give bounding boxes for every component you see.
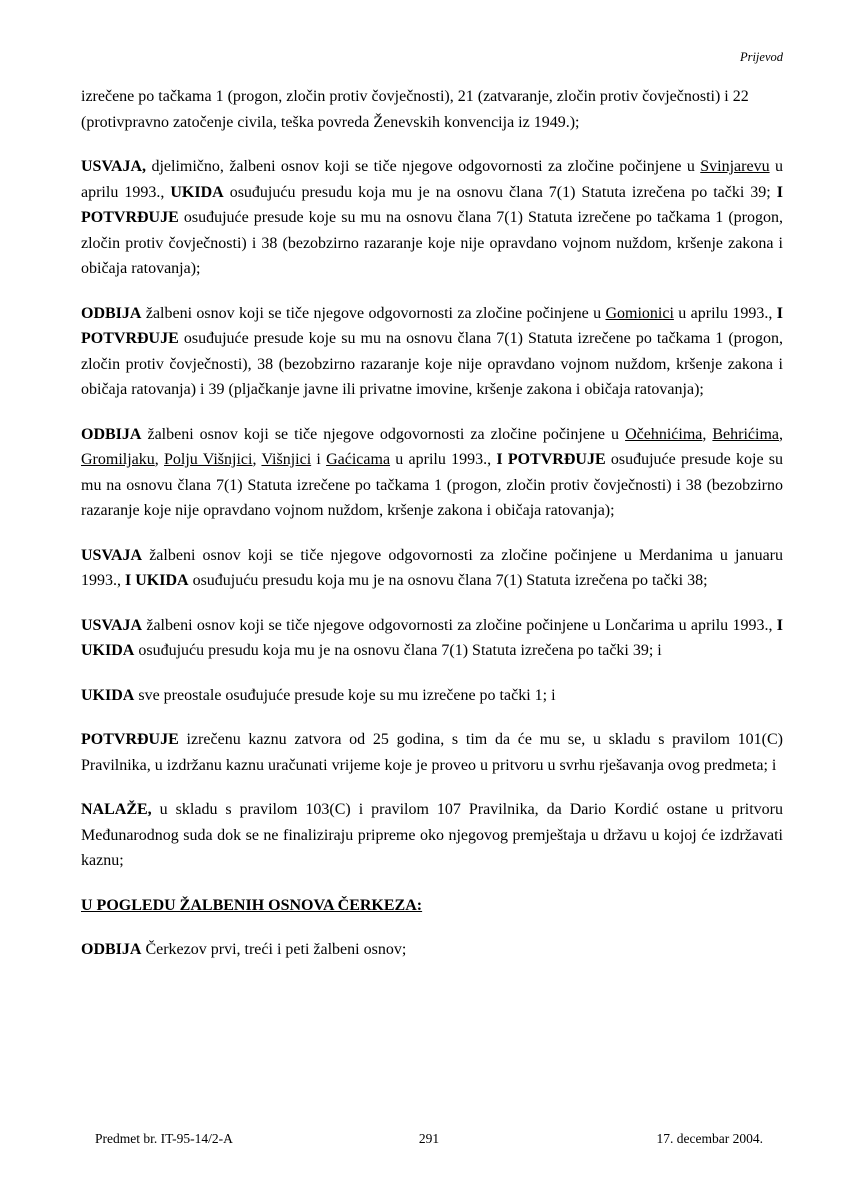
separator: , bbox=[779, 425, 784, 443]
paragraph-text: sve preostale osuđujuće presude koje su mu izrečene po tački 1; i bbox=[134, 686, 556, 704]
paragraph-sentence bbox=[81, 727, 783, 778]
case-number: Predmet br. IT-95-14/2-A bbox=[95, 1131, 233, 1146]
ruling-keyword: ODBIJA bbox=[81, 425, 142, 443]
paragraph-text: osuđujuću presudu koja mu je na osnovu člana 7(1) Statuta izrečena po tački 39; bbox=[223, 183, 777, 201]
ruling-keyword: POTVRĐUJE bbox=[81, 731, 179, 748]
separator: , bbox=[702, 425, 713, 443]
ruling-keyword: I POTVRĐUJE bbox=[81, 183, 783, 226]
ruling-keyword: I UKIDA bbox=[125, 572, 189, 589]
page-number: 291 bbox=[418, 1131, 440, 1146]
place-name: Gaćicama bbox=[326, 451, 391, 468]
ruling-keyword: I POTVRĐUJE bbox=[496, 451, 606, 468]
paragraph-text: žalbeni osnov koji se tiče njegove odgovornosti za zločine počinjene u bbox=[141, 304, 606, 322]
paragraph-text: žalbeni osnov koji se tiče njegove odgovornosti za zločine počinjene u bbox=[141, 425, 626, 443]
paragraph-continuation bbox=[81, 84, 783, 135]
paragraph-text: Čerkezov prvi, treći i peti žalbeni osnov; bbox=[141, 941, 407, 958]
ruling-keyword: UKIDA bbox=[81, 686, 135, 704]
paragraph-loncari bbox=[81, 613, 783, 664]
paragraph-text: osuđujuću presudu koja mu je na osnovu člana 7(1) Statuta izrečena po tački 39; i bbox=[134, 642, 662, 659]
ruling-keyword: I UKIDA bbox=[81, 616, 783, 659]
paragraph-ocehnici bbox=[81, 422, 783, 524]
paragraph-text: osuđujuće presude koje su mu na osnovu člana 7(1) Statuta izrečene po tačkama 1 (progon, zločin protiv čovječnosti), 38 (bezobzirno razaranje koje nije opravdano vojnom nuždom, kršenje zakona i običaja ratovanja) i 39 (pljačkanje javne ili privatne imovine, kršenje zakona i običaja ratovanja); bbox=[81, 330, 783, 398]
paragraph-text: djelimično, žalbeni osnov koji se tiče njegove odgovornosti za zločine počinjene u bbox=[146, 158, 701, 175]
ruling-keyword: I POTVRĐUJE bbox=[81, 304, 783, 347]
place-name: Behrićima bbox=[712, 425, 780, 443]
paragraph-text: u aprilu 1993., bbox=[390, 451, 497, 468]
paragraph-text: u aprilu 1993., bbox=[81, 158, 784, 201]
paragraph-text: u skladu s pravilom 103(C) i pravilom 107 Pravilnika, da Dario Kordić ostane u pritvoru Međunarodnog suda dok se ne finaliziraju pripreme oko njegovog premještaja u državu u kojoj će izdržavati kaznu; bbox=[81, 801, 783, 869]
paragraph-text: izrečenu kaznu zatvora od 25 godina, s tim da će mu se, u skladu s pravilom 101(C) Pravilnika, u izdržanu kaznu uračunati vrijeme koje je proveo u pritvoru u svrhu rješavanja ovog predmeta; i bbox=[81, 731, 783, 774]
separator: , bbox=[154, 451, 165, 468]
paragraph-text: osuđujuće presude koje su mu na osnovu člana 7(1) Statuta izrečene po tačkama 1 (progon, zločin protiv čovječnosti) i 38 (bezobzirno razaranje koje nije opravdano vojnom nuždom, kršenje zakona i običaja ratovanja); bbox=[81, 209, 783, 277]
section-heading: U POGLEDU ŽALBENIH OSNOVA ČERKEZA: bbox=[81, 896, 423, 914]
ruling-keyword: USVAJA bbox=[81, 616, 143, 634]
ruling-keyword: USVAJA, bbox=[81, 158, 147, 175]
place-name: Polju Višnjici bbox=[164, 451, 253, 468]
paragraph-text: žalbeni osnov koji se tiče njegove odgovornosti za zločine počinjene u Lončarima u aprilu 1993., bbox=[142, 616, 777, 634]
page-header-label: Prijevod bbox=[739, 50, 783, 64]
paragraph-text: u aprilu 1993., bbox=[673, 304, 777, 322]
separator: , bbox=[252, 451, 262, 468]
place-name: Gomionici bbox=[605, 304, 674, 322]
document-date: 17. decembar 2004. bbox=[656, 1131, 763, 1146]
paragraph-detention-order bbox=[81, 797, 783, 874]
separator: i bbox=[311, 451, 327, 468]
paragraph-remaining-convictions bbox=[81, 683, 783, 709]
paragraph-text: osuđujuće presude koje su mu na osnovu člana 7(1) Statuta izrečene po tačkama 1 (progon, zločin protiv čovječnosti) i 38 (bezobzirno razaranje koje nije opravdano vojnom nuždom, kršenje zakona i običaja ratovanja); bbox=[81, 451, 784, 519]
ruling-keyword: UKIDA bbox=[170, 183, 224, 201]
place-name: Gromiljaku bbox=[81, 451, 155, 468]
paragraph-svinjarevo bbox=[81, 154, 783, 282]
paragraph-text: osuđujuću presudu koja mu je na osnovu člana 7(1) Statuta izrečena po tački 38; bbox=[188, 572, 708, 589]
document-body bbox=[81, 84, 783, 982]
paragraph-gomionica bbox=[81, 301, 783, 403]
ruling-keyword: NALAŽE, bbox=[81, 801, 152, 818]
ruling-keyword: ODBIJA bbox=[81, 304, 142, 322]
place-name: Svinjarevu bbox=[700, 158, 770, 175]
paragraph-cerkez-grounds bbox=[81, 937, 783, 963]
ruling-keyword: USVAJA bbox=[81, 546, 143, 564]
ruling-keyword: ODBIJA bbox=[81, 941, 142, 958]
place-name: Višnjici bbox=[261, 451, 312, 468]
place-name: Očehnićima bbox=[625, 425, 703, 443]
paragraph-text: žalbeni osnov koji se tiče njegove odgovornosti za zločine počinjene u Merdanima u januaru 1993., bbox=[81, 546, 783, 589]
paragraph-merdani bbox=[81, 543, 783, 594]
paragraph-text: izrečene po tačkama 1 (progon, zločin protiv čovječnosti), 21 (zatvaranje, zločin protiv čovječnosti) i 22 (protivpravno zatočenje civila, teška povreda Ženevskih konvencija iz 1949.); bbox=[81, 88, 749, 131]
